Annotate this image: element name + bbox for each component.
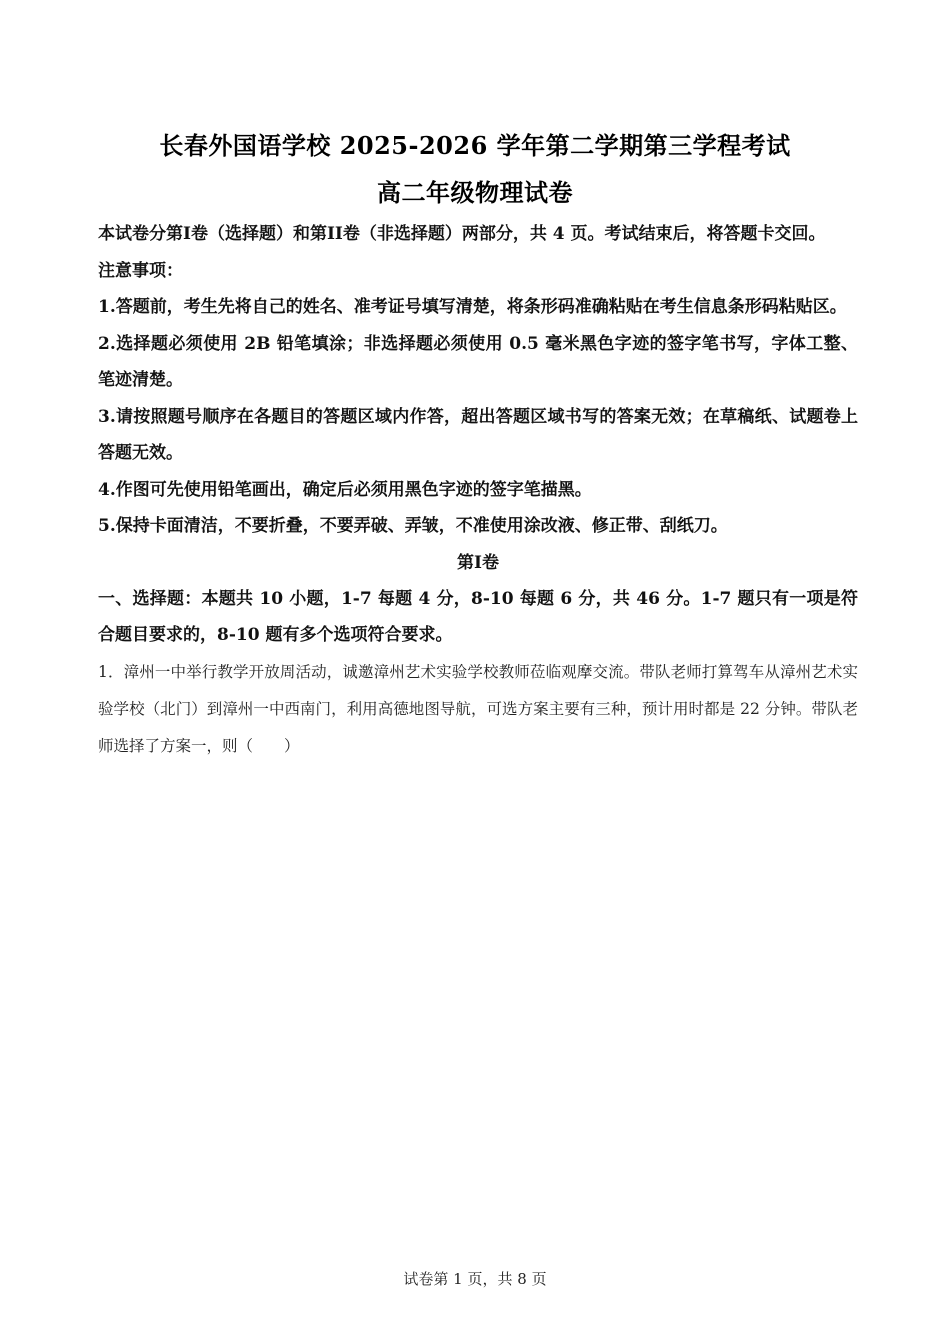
section-title: 一、选择题：本题共 10 小题，1-7 每题 4 分，8-10 每题 6 分，共 46 分。1-7 题只有一项是符合题目要求的，8-10 题有多个选项符合要求。: [98, 588, 858, 645]
exam-body: [98, 216, 858, 765]
note-item-5: 5.保持卡面清洁，不要折叠，不要弄破、弄皱，不准使用涂改液、修正带、刮纸刀。: [98, 516, 728, 536]
note-item-1: 1.答题前，考生先将自己的姓名、准考证号填写清楚，将条形码准确粘贴在考生信息条形码粘贴区。: [98, 297, 847, 317]
page-footer: 试卷第 1 页，共 8 页: [403, 1270, 547, 1288]
part1-heading: 第I卷: [457, 552, 499, 573]
notes-heading: 注意事项：: [98, 260, 183, 281]
exam-subtitle: 高二年级物理试卷: [377, 178, 573, 207]
note-item-4: 4.作图可先使用铅笔画出，确定后必须用黑色字迹的签字笔描黑。: [98, 479, 592, 500]
intro-paragraph: 本试卷分第I卷（选择题）和第II卷（非选择题）两部分，共 4 页。考试结束后，将答题卡交回。: [98, 224, 826, 244]
note-item-2: 2.选择题必须使用 2B 铅笔填涂；非选择题必须使用 0.5 毫米黑色字迹的签字笔书写，字体工整、笔迹清楚。: [98, 333, 858, 390]
question-1: 1．漳州一中举行教学开放周活动，诚邀漳州艺术实验学校教师莅临观摩交流。带队老师打算驾车从漳州艺术实验学校（北门）到漳州一中西南门，利用高德地图导航，可选方案主要有三种，预计用时都是 22 分钟。带队老师选择了方案一，则（ ）: [98, 662, 858, 755]
exam-title: 长春外国语学校 2025-2026 学年第二学期第三学程考试: [159, 131, 791, 160]
note-item-3: 3.请按照题号顺序在各题目的答题区域内作答，超出答题区域书写的答案无效；在草稿纸、试题卷上答题无效。: [98, 406, 858, 463]
